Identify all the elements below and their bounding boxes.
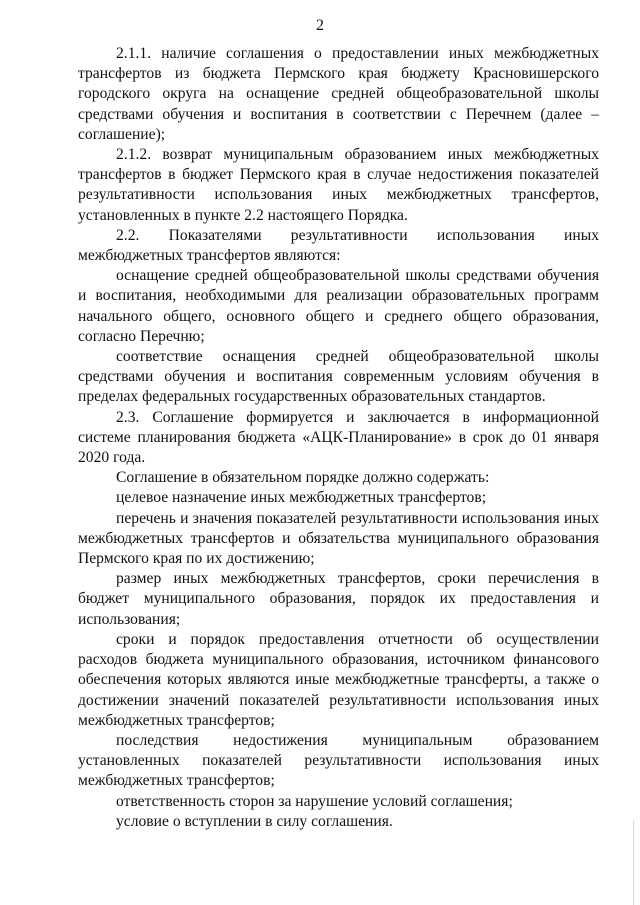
paragraph-2-2: 2.2. Показателями результативности использования иных межбюджетных трансфертов являются: [78,226,599,265]
paragraph-2-3: 2.3. Соглашение формируется и заключается в информационной системе планирования бюджета «АЦК-Планирование» в срок до 01 января 2020 года. [78,408,599,467]
indicator-compliance: соответствие оснащения средней общеобразовательной школы средствами обучения и воспитания современным условиям обучения в пределах федеральных государственных образовательных стандартов. [78,348,599,406]
indicator-equipment: оснащение средней общеобразовательной школы средствами обучения и воспитания, необходимыми для реализации образовательных программ начального общего, основного общего и среднего общего образования, согласно Перечню; [78,267,599,345]
paragraph-2-1-2: 2.1.2. возврат муниципальным образованием иных межбюджетных трансфертов в бюджет Пермского края в случае недостижения показателей результативности использования иных межбюджетных трансфертов, установленных в пункте 2.2 настоящего Порядка. [78,146,599,224]
agreement-item-indicators: перечень и значения показателей результативности использования иных межбюджетных трансфертов и обязательства муниципального образования Пермского края по их достижению; [78,509,599,568]
agreement-item-consequences: последствия недостижения муниципальным образованием установленных показателей результативности использования иных межбюджетных трансфертов; [78,731,599,790]
agreement-item-entry-into-force: условие о вступлении в силу соглашения. [116,812,393,830]
scan-edge-line [633,820,634,905]
agreement-item-purpose: целевое назначение иных межбюджетных трансфертов; [116,489,487,507]
agreement-item-reporting: сроки и порядок предоставления отчетности об осуществлении расходов бюджета муниципального образования, источником финансового обеспечения которых являются иные межбюджетные трансферты, а также о достижении значений показателей результативности использования иных межбюджетных трансфертов; [78,630,599,729]
agreement-item-amount: размер иных межбюджетных трансфертов, сроки перечисления в бюджет муниципального образования, порядок их предоставления и использования; [78,570,599,628]
agreement-contents-intro: Соглашение в обязательном порядке должно содержать: [116,469,490,487]
agreement-item-responsibility: ответственность сторон за нарушение условий соглашения; [116,792,513,810]
document-body [78,44,599,832]
page-number: 2 [316,17,324,34]
paragraph-2-1-1: 2.1.1. наличие соглашения о предоставлении иных межбюджетных трансфертов из бюджета Пермского края бюджету Красновишерского городского округа на оснащение средней общеобразовательной школы средствами обучения и воспитания в соответствии с Перечнем (далее – соглашение); [78,45,599,143]
